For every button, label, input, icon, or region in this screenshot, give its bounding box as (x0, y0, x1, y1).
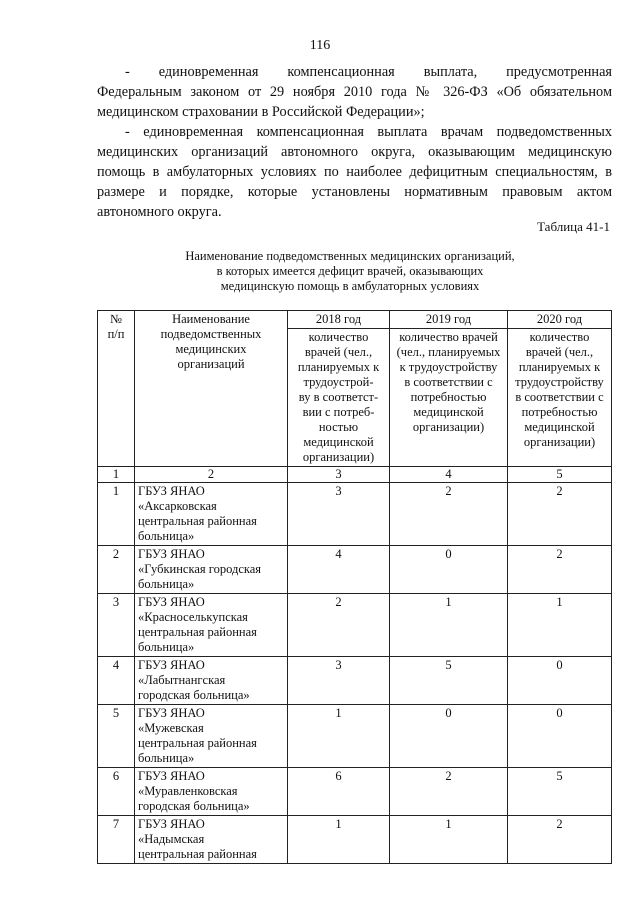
row-2018-value: 3 (288, 483, 390, 546)
paragraph-2-line-3: помощь в амбулаторных условиях по наиболее дефицитным специальностям, в (97, 164, 612, 180)
column-index: 2 (135, 467, 288, 483)
page-number: 116 (309, 38, 331, 53)
row-2018-value: 4 (288, 546, 390, 594)
paragraph-2-line-2: медицинских организаций автономного округа, оказывающим медицинскую (97, 144, 612, 160)
header-2019 (390, 311, 508, 467)
row-org-name: ГБУЗ ЯНАО «Мужевская центральная районная больница» (135, 705, 288, 768)
column-index: 1 (98, 467, 135, 483)
row-org-name: ГБУЗ ЯНАО «Аксарковская центральная районная больница» (135, 483, 288, 546)
row-2019-value: 2 (390, 768, 508, 816)
row-2020-value: 5 (508, 768, 612, 816)
header-2020-year: 2020 год (508, 311, 611, 329)
deficit-table (97, 310, 612, 864)
table-title-line: медицинскую помощь в амбулаторных условиях (220, 279, 480, 293)
row-org-name: ГБУЗ ЯНАО «Губкинская городская больница» (135, 546, 288, 594)
table-row (98, 657, 612, 705)
row-2020-value: 0 (508, 705, 612, 768)
table-title-line: в которых имеется дефицит врачей, оказывающих (216, 264, 484, 278)
row-org-name: ГБУЗ ЯНАО «Муравленковская городская больница» (135, 768, 288, 816)
paragraph-2-line-4: размере и порядке, которые установлены нормативным правовым актом (97, 184, 612, 200)
row-2019-value: 0 (390, 705, 508, 768)
column-index: 5 (508, 467, 612, 483)
row-2018-value: 3 (288, 657, 390, 705)
header-2019-year: 2019 год (390, 311, 507, 329)
table-row (98, 768, 612, 816)
row-2019-value: 5 (390, 657, 508, 705)
table-title (0, 249, 640, 294)
header-2018 (288, 311, 390, 467)
header-2020-sub: количество врачей (чел., планируемых к трудоустройству в соответствии с потребностью медицинской организации) (515, 330, 604, 449)
row-2020-value: 2 (508, 483, 612, 546)
header-num: № п/п (98, 311, 135, 467)
table-row (98, 546, 612, 594)
paragraph-1-line-3: медицинском страховании в Российской Федерации»; (97, 104, 425, 120)
header-2019-sub: количество врачей (чел., планируемых к трудоустройству в соответствии с потребностью медицинской организации) (396, 330, 501, 434)
header-2018-sub: количество врачей (чел., планируемых к трудоустрой- ву в соответст- вии с потреб- ностью медицинской организации) (297, 330, 380, 464)
table-row (98, 705, 612, 768)
row-2018-value: 1 (288, 705, 390, 768)
table-title-line: Наименование подведомственных медицинских организаций, (185, 249, 515, 263)
table-header-row (98, 311, 612, 467)
paragraph-2-line-5: автономного округа. (97, 204, 222, 220)
row-2018-value: 6 (288, 768, 390, 816)
row-num: 5 (98, 705, 135, 768)
row-org-name: ГБУЗ ЯНАО «Надымская центральная районная (135, 816, 288, 864)
row-num: 6 (98, 768, 135, 816)
row-num: 1 (98, 483, 135, 546)
row-num: 3 (98, 594, 135, 657)
paragraph-1-line-1: - единовременная компенсационная выплата, предусмотренная (125, 64, 612, 80)
row-2020-value: 1 (508, 594, 612, 657)
row-2020-value: 2 (508, 546, 612, 594)
table-caption: Таблица 41-1 (537, 219, 610, 234)
row-2018-value: 1 (288, 816, 390, 864)
row-2018-value: 2 (288, 594, 390, 657)
header-name: Наименование подведомственных медицинских организаций (135, 311, 288, 467)
column-index: 3 (288, 467, 390, 483)
column-index-row (98, 467, 612, 483)
row-num: 4 (98, 657, 135, 705)
header-2018-year: 2018 год (288, 311, 389, 329)
table-row (98, 594, 612, 657)
column-index: 4 (390, 467, 508, 483)
row-2020-value: 2 (508, 816, 612, 864)
row-num: 7 (98, 816, 135, 864)
table-row (98, 816, 612, 864)
row-2019-value: 1 (390, 816, 508, 864)
header-2020 (508, 311, 612, 467)
row-org-name: ГБУЗ ЯНАО «Красноселькупская центральная районная больница» (135, 594, 288, 657)
paragraph-2-line-1: - единовременная компенсационная выплата врачам подведомственных (125, 124, 612, 140)
row-2019-value: 2 (390, 483, 508, 546)
row-2020-value: 0 (508, 657, 612, 705)
row-2019-value: 1 (390, 594, 508, 657)
row-num: 2 (98, 546, 135, 594)
row-org-name: ГБУЗ ЯНАО «Лабытнангская городская больница» (135, 657, 288, 705)
row-2019-value: 0 (390, 546, 508, 594)
paragraph-1-line-2: Федеральным законом от 29 ноября 2010 года № 326-ФЗ «Об обязательном (97, 84, 612, 100)
table-row (98, 483, 612, 546)
